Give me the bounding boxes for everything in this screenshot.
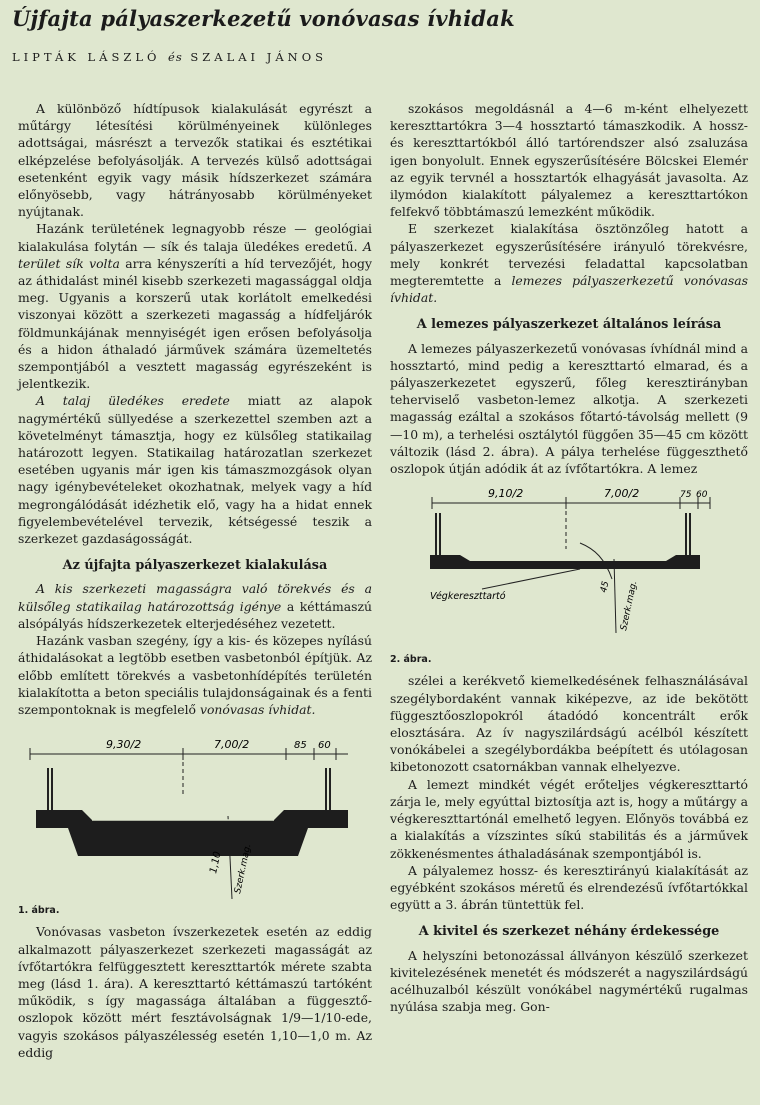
text-run: Hazánk területének legnagyobb része — geológiai kialakulása folytán — sík és talaja üledékes eredetű.	[18, 221, 372, 254]
paragraph: A lemezt mindkét végét erőteljes végkereszttartó zárja le, mely egyúttal biztosítja azt is, hogy a műtárgy a végkereszttartónál emelhető legyen. Előnyös továbbá ez a kialakítás a vízszintes síkú stabilitás és a járművek zökkenésmentes áthaladásának szempontjából is.	[390, 776, 748, 861]
dimension-label: 60	[318, 740, 331, 752]
section-heading: A lemezes pályaszerkezet általános leírása	[416, 317, 722, 333]
beam-label: Végkereszttartó	[430, 591, 506, 603]
dimension-label: 85	[294, 740, 307, 752]
author-1: LIPTÁK LÁSZLÓ	[12, 50, 161, 64]
paragraph: A különböző hídtípusok kialakulását egyrészt a műtárgy létesítési körülményeinek különleges adottságai, másrészt a tervezők statikai és esztétikai elképzelése befolyásolják. A tervezés külső adottságai esetenként egyik vagy másik hídszerkezet számára előnyösebb, vagy hátrányosabb körülményeket nyújtanak.	[18, 101, 372, 220]
author-conjunction: és	[168, 50, 183, 64]
paragraph: szokásos megoldásnál a 4—6 m-ként elhelyezett kereszttartókra 3—4 hossztartó támaszkodik. A hossz- és kereszttartókból álló tartórendszer alsó zsaluzása igen bonyolult. Ennek egyszerűsítésére Bölcskei Elemér az egyik tervnél a hossztartók elhagyását javasolta. Az ilymódon kialakított pályalemez a kereszttartókon felfekvő többtámaszú lemezként működik.	[390, 101, 748, 220]
paragraph: A lemezes pályaszerkezetű vonóvasas ívhídnál mind a hossztartó, mind pedig a kereszttartó elmarad, és a pályaszerkezetet egyszerű, főleg keresztirányban teherviselő vasbeton-lemez alkotja. A szerkezeti magasság ezáltal a szokásos főtartó-távolság mellett (9—10 m), a terhelési osztálytól függően 35—45 cm között változik (lásd 2. ábra). A pálya terhelése függeszthető oszlopok útján adódik át az ívfőtartókra. A lemez	[390, 340, 748, 477]
emphasis: lemezes pályaszerkezetű vonóvasas ívhidat.	[390, 273, 748, 306]
section-heading: A kivitel és szerkezet néhány érdekessége	[418, 924, 720, 940]
paragraph: A helyszíni betonozással állványon készülő szerkezet kivitelezésének menetét és módszerét a nagyszilárdságú acélhuzalból készült vonókábel nagymértékű rugalmas nyúlása szabja meg. Gon-	[390, 947, 748, 1015]
figure-1-drawing	[18, 724, 372, 904]
side-dimension-label: 45	[599, 580, 612, 594]
left-column	[18, 100, 372, 1061]
axis-label: Szerk.mag.	[619, 580, 640, 632]
dimension-label: 7,00/2	[604, 487, 640, 501]
text-run: miatt az alapok nagymértékű süllyedése a szerkezettel szemben azt a követelményt támasztja, hogy ez külsőleg statikailag határozott legyen. Statikailag határozatlan szerkezet esetében ugyanis már igen kis támaszmozgások olyan nagy igénybevételeket okozhatnak, melyek vagy a híd megrongálódását idézhetik elő, vagy ha a hidat ennek figyelembevételével tervezik, kétségessé teszik a szerkezet gazdaságosságát.	[18, 393, 372, 547]
emphasis: A kis szerkezeti magasságra való törekvés és a külsőleg statikailag határozottság igénye	[18, 581, 372, 614]
authors-line	[12, 50, 752, 64]
author-2: SZALAI JÁNOS	[190, 50, 328, 64]
text-run: arra kényszeríti a híd tervezőjét, hogy az áthidalást minél kisebb szerkezeti magassággal oldja meg. Ugyanis a korszerű utak korlátolt emelkedési viszonyai között a szerkezeti magasság a hídfeljárók földmunkájának mennyiségét igen erősen befolyásolja és a hidon áthaladó járművek számára üzemeltetés szempontjából a vesztett magasság egyrészeként is jelentkezik.	[18, 255, 372, 392]
figure-1	[18, 724, 372, 919]
axis-label: Szerk.mag.	[233, 843, 254, 895]
figure-2	[390, 483, 748, 668]
paragraph	[18, 392, 372, 547]
paragraph: A pályalemez hossz- és keresztirányú kialakítását az egyébként szokásos méretű és elrendezésű ívfőtartókkal együtt a 3. ábrán tüntettük fel.	[390, 862, 748, 913]
dimension-label: 9,30/2	[106, 738, 142, 752]
figure-2-drawing	[390, 483, 748, 653]
emphasis: A talaj üledékes eredete	[36, 393, 230, 409]
dimension-label: 60	[696, 490, 708, 501]
paragraph	[18, 632, 372, 718]
paragraph	[390, 220, 748, 306]
text-run: Hazánk vasban szegény, így a kis- és közepes nyílású áthidalásokat a legtöbb esetben vasbetonból építjük. Az előbb említett törekvés a vasbetonhídépítés területén kialakította a beton speciális tulajdonságainak és a fenti szempontoknak is megfelelő	[18, 633, 372, 717]
dimension-label: 9,10/2	[488, 487, 524, 501]
dimension-label: 75	[680, 490, 692, 501]
paragraph	[18, 220, 372, 392]
emphasis: vonóvasas ívhidat.	[199, 701, 316, 717]
paragraph: Vonóvasas vasbeton ívszerkezetek esetén az eddig alkalmazott pályaszerkezet szerkezeti magasságát az ívfőtartókra felfüggesztett kereszttartók mérete szabta meg (lásd 1. ára). A kereszttartó kéttámaszú tartóként működik, s így magassága általában a függesztő-oszlopok között mért fesztávolságnak 1/9—1/10-ede, vagyis szokásos pályaszélesség esetén 1,10—1,0 m. Az eddig	[18, 924, 372, 1060]
dimension-label: 7,00/2	[214, 738, 250, 752]
text-run: a kéttámaszú alsópályás hídszerkezetek elterjedéséhez vezetett.	[18, 598, 372, 631]
emphasis: A terület sík volta	[18, 238, 372, 271]
section-heading: Az újfajta pályaszerkezet kialakulása	[62, 558, 328, 574]
figure-caption: 1. ábra.	[18, 905, 60, 917]
text-run: E szerkezet kialakítása ösztönzőleg hatott a pályaszerkezet egyszerűsítésére irányuló törekvésre, mely konkrét tervezési feladattal kapcsolatban megteremtette a	[390, 221, 748, 289]
article-title: Újfajta pályaszerkezetű vonóvasas ívhidak	[12, 6, 515, 31]
side-dimension-label: 1,10	[208, 850, 224, 875]
right-column	[390, 100, 748, 1015]
paragraph	[18, 580, 372, 632]
figure-caption: 2. ábra.	[390, 654, 432, 666]
paragraph: szélei a kerékvető kiemelkedésének felhasználásával szegélybordaként vannak kiképezve, az ide bekötött függesztőoszlopokról átadódó koncentrált erők elosztására. Az ív nagyszilárdságú acélból készített vonókábelei a szegélybordákba beépített és utólagosan kibetonozott csatornákban vannak elhelyezve.	[390, 673, 748, 775]
